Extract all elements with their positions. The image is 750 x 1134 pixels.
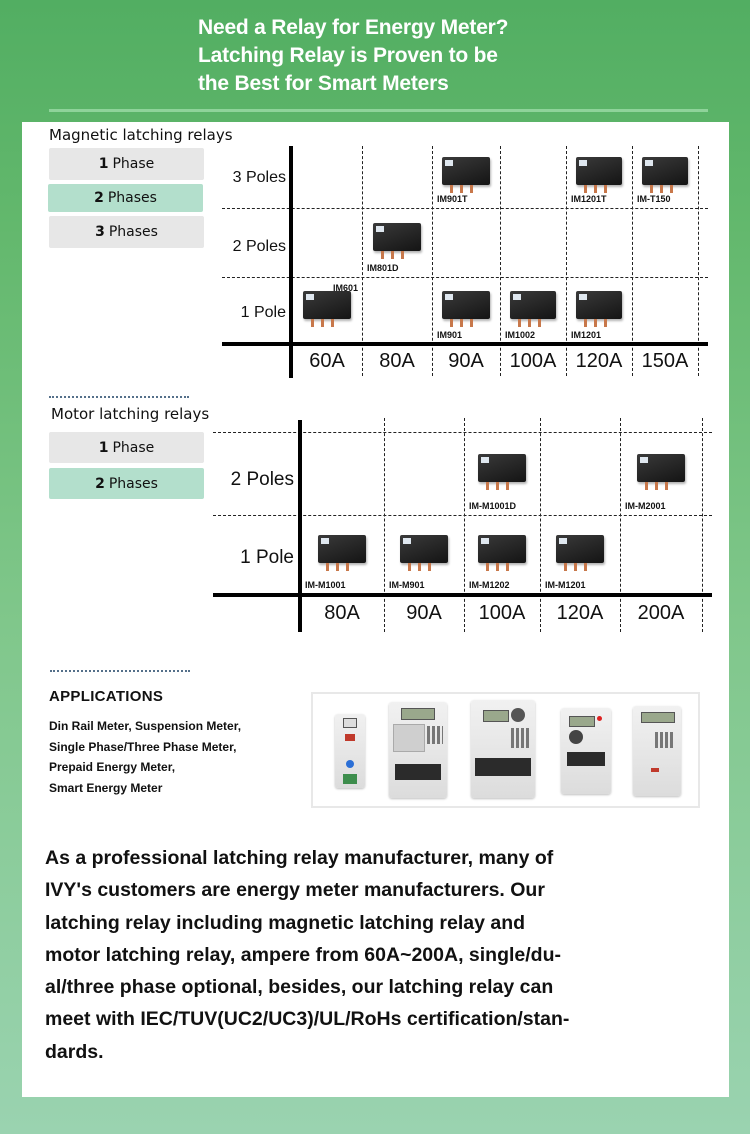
three-phase-meter-image bbox=[471, 700, 535, 798]
motor-phase-2-button[interactable] bbox=[49, 468, 204, 499]
meter-images-box bbox=[311, 692, 700, 808]
product-model-label: IM901 bbox=[437, 330, 463, 340]
prepaid-meter-image bbox=[561, 708, 611, 794]
relay-image bbox=[318, 535, 366, 563]
product-cell[interactable] bbox=[292, 277, 362, 344]
application-item: Smart Energy Meter bbox=[49, 780, 163, 795]
product-cell[interactable] bbox=[566, 277, 632, 344]
magnetic-phase-3-button[interactable] bbox=[49, 216, 204, 248]
section-divider bbox=[50, 670, 190, 672]
product-cell[interactable] bbox=[620, 432, 702, 515]
product-cell[interactable] bbox=[432, 277, 500, 344]
product-model-label: IM1201 bbox=[571, 330, 602, 340]
product-model-label: IM-M1201 bbox=[545, 580, 586, 590]
description-line: dards. bbox=[45, 1040, 104, 1063]
section-divider bbox=[49, 396, 189, 398]
title-line: the Best for Smart Meters bbox=[198, 72, 449, 95]
applications-list bbox=[49, 716, 241, 798]
phase-number: 2 bbox=[95, 475, 105, 492]
phase-number: 2 bbox=[94, 190, 104, 206]
product-model-label: IM-M1001 bbox=[305, 580, 346, 590]
description-line: al/three phase optional, besides, our latching relay can bbox=[45, 976, 554, 999]
application-item: Prepaid Energy Meter, bbox=[49, 760, 176, 774]
motor-section-title: Motor latching relays bbox=[51, 405, 210, 423]
column-label: 120A bbox=[575, 350, 623, 372]
phase-number: 3 bbox=[95, 224, 105, 240]
magnetic-phase-2-button[interactable] bbox=[48, 184, 203, 212]
relay-image bbox=[478, 454, 526, 482]
product-cell[interactable] bbox=[566, 146, 632, 208]
phase-label: Phases bbox=[108, 224, 158, 240]
relay-image bbox=[637, 454, 685, 482]
application-item: Din Rail Meter, Suspension Meter, bbox=[49, 719, 242, 733]
column-label: 100A bbox=[509, 350, 557, 372]
applications-title: APPLICATIONS bbox=[49, 688, 164, 705]
product-cell[interactable] bbox=[540, 515, 620, 594]
row-label: 2 Poles bbox=[232, 238, 286, 255]
row-label: 1 Pole bbox=[240, 547, 294, 568]
magnetic-section-title: Magnetic latching relays bbox=[49, 126, 233, 144]
page-title bbox=[198, 14, 508, 98]
application-item: Single Phase/Three Phase Meter, bbox=[49, 739, 237, 754]
column-label: 90A bbox=[406, 602, 442, 624]
relay-image bbox=[478, 535, 526, 563]
phase-number: 1 bbox=[98, 156, 109, 172]
product-model-label: IM801D bbox=[367, 263, 399, 273]
relay-image bbox=[442, 157, 490, 185]
row-label: 3 Poles bbox=[232, 169, 286, 186]
description-line: meet with IEC/TUV(UC2/UC3)/UL/RoHs certification/stan- bbox=[45, 1008, 570, 1031]
product-model-label: IM-T150 bbox=[637, 194, 671, 204]
product-model-label: IM601 bbox=[332, 283, 358, 293]
product-model-label: IM1201T bbox=[571, 194, 607, 204]
column-label: 90A bbox=[448, 350, 484, 372]
product-model-label: IM1002 bbox=[505, 330, 536, 340]
description-line: As a professional latching relay manufacturer, many of bbox=[45, 847, 554, 869]
suspension-meter-image bbox=[389, 702, 447, 798]
product-cell[interactable] bbox=[464, 432, 540, 515]
relay-image bbox=[442, 291, 490, 319]
column-label: 200A bbox=[637, 602, 685, 624]
product-cell[interactable] bbox=[384, 515, 464, 594]
header-divider bbox=[49, 109, 708, 112]
product-cell[interactable] bbox=[432, 146, 500, 208]
relay-image bbox=[556, 535, 604, 563]
product-cell[interactable] bbox=[500, 277, 566, 344]
title-line: Latching Relay is Proven to be bbox=[198, 44, 498, 67]
relay-image bbox=[303, 291, 351, 319]
relay-image bbox=[576, 157, 622, 185]
product-model-label: IM-M1202 bbox=[469, 580, 510, 590]
relay-image bbox=[400, 535, 448, 563]
magnetic-phase-1-button[interactable] bbox=[49, 148, 204, 180]
product-cell[interactable] bbox=[464, 515, 540, 594]
relay-image bbox=[642, 157, 688, 185]
product-model-label: IM-M2001 bbox=[625, 501, 666, 511]
phase-label: Phase bbox=[112, 156, 155, 172]
din-rail-meter-image bbox=[335, 714, 365, 788]
grid-line bbox=[702, 418, 703, 632]
relay-image bbox=[576, 291, 622, 319]
grid-line bbox=[222, 208, 708, 209]
header-banner bbox=[0, 0, 750, 120]
smart-meter-image bbox=[633, 706, 681, 796]
column-label: 80A bbox=[379, 350, 415, 372]
motor-phase-1-button[interactable] bbox=[49, 432, 204, 463]
phase-number: 1 bbox=[98, 439, 109, 456]
relay-image bbox=[373, 223, 421, 251]
product-model-label: IM901T bbox=[437, 194, 468, 204]
column-label: 100A bbox=[478, 602, 526, 624]
title-line: Need a Relay for Energy Meter? bbox=[198, 16, 509, 39]
product-cell[interactable] bbox=[362, 208, 432, 277]
column-label: 80A bbox=[324, 602, 360, 624]
phase-label: Phase bbox=[112, 439, 155, 456]
description-paragraph bbox=[45, 842, 695, 1068]
row-label: 1 Pole bbox=[240, 304, 286, 321]
column-label: 150A bbox=[641, 350, 689, 372]
relay-image bbox=[510, 291, 556, 319]
column-label: 120A bbox=[556, 602, 604, 624]
product-cell[interactable] bbox=[300, 515, 384, 594]
phase-label: Phases bbox=[107, 190, 157, 206]
column-label: 60A bbox=[309, 350, 345, 372]
row-label: 2 Poles bbox=[230, 469, 294, 490]
product-model-label: IM-M901 bbox=[389, 580, 425, 590]
phase-label: Phases bbox=[108, 475, 158, 492]
description-line: motor latching relay, ampere from 60A~200A, single/du- bbox=[45, 943, 561, 966]
description-line: IVY's customers are energy meter manufacturers. Our bbox=[45, 879, 545, 902]
product-cell[interactable] bbox=[632, 146, 698, 208]
product-model-label: IM-M1001D bbox=[469, 501, 517, 511]
description-line: latching relay including magnetic latching relay and bbox=[45, 911, 526, 934]
